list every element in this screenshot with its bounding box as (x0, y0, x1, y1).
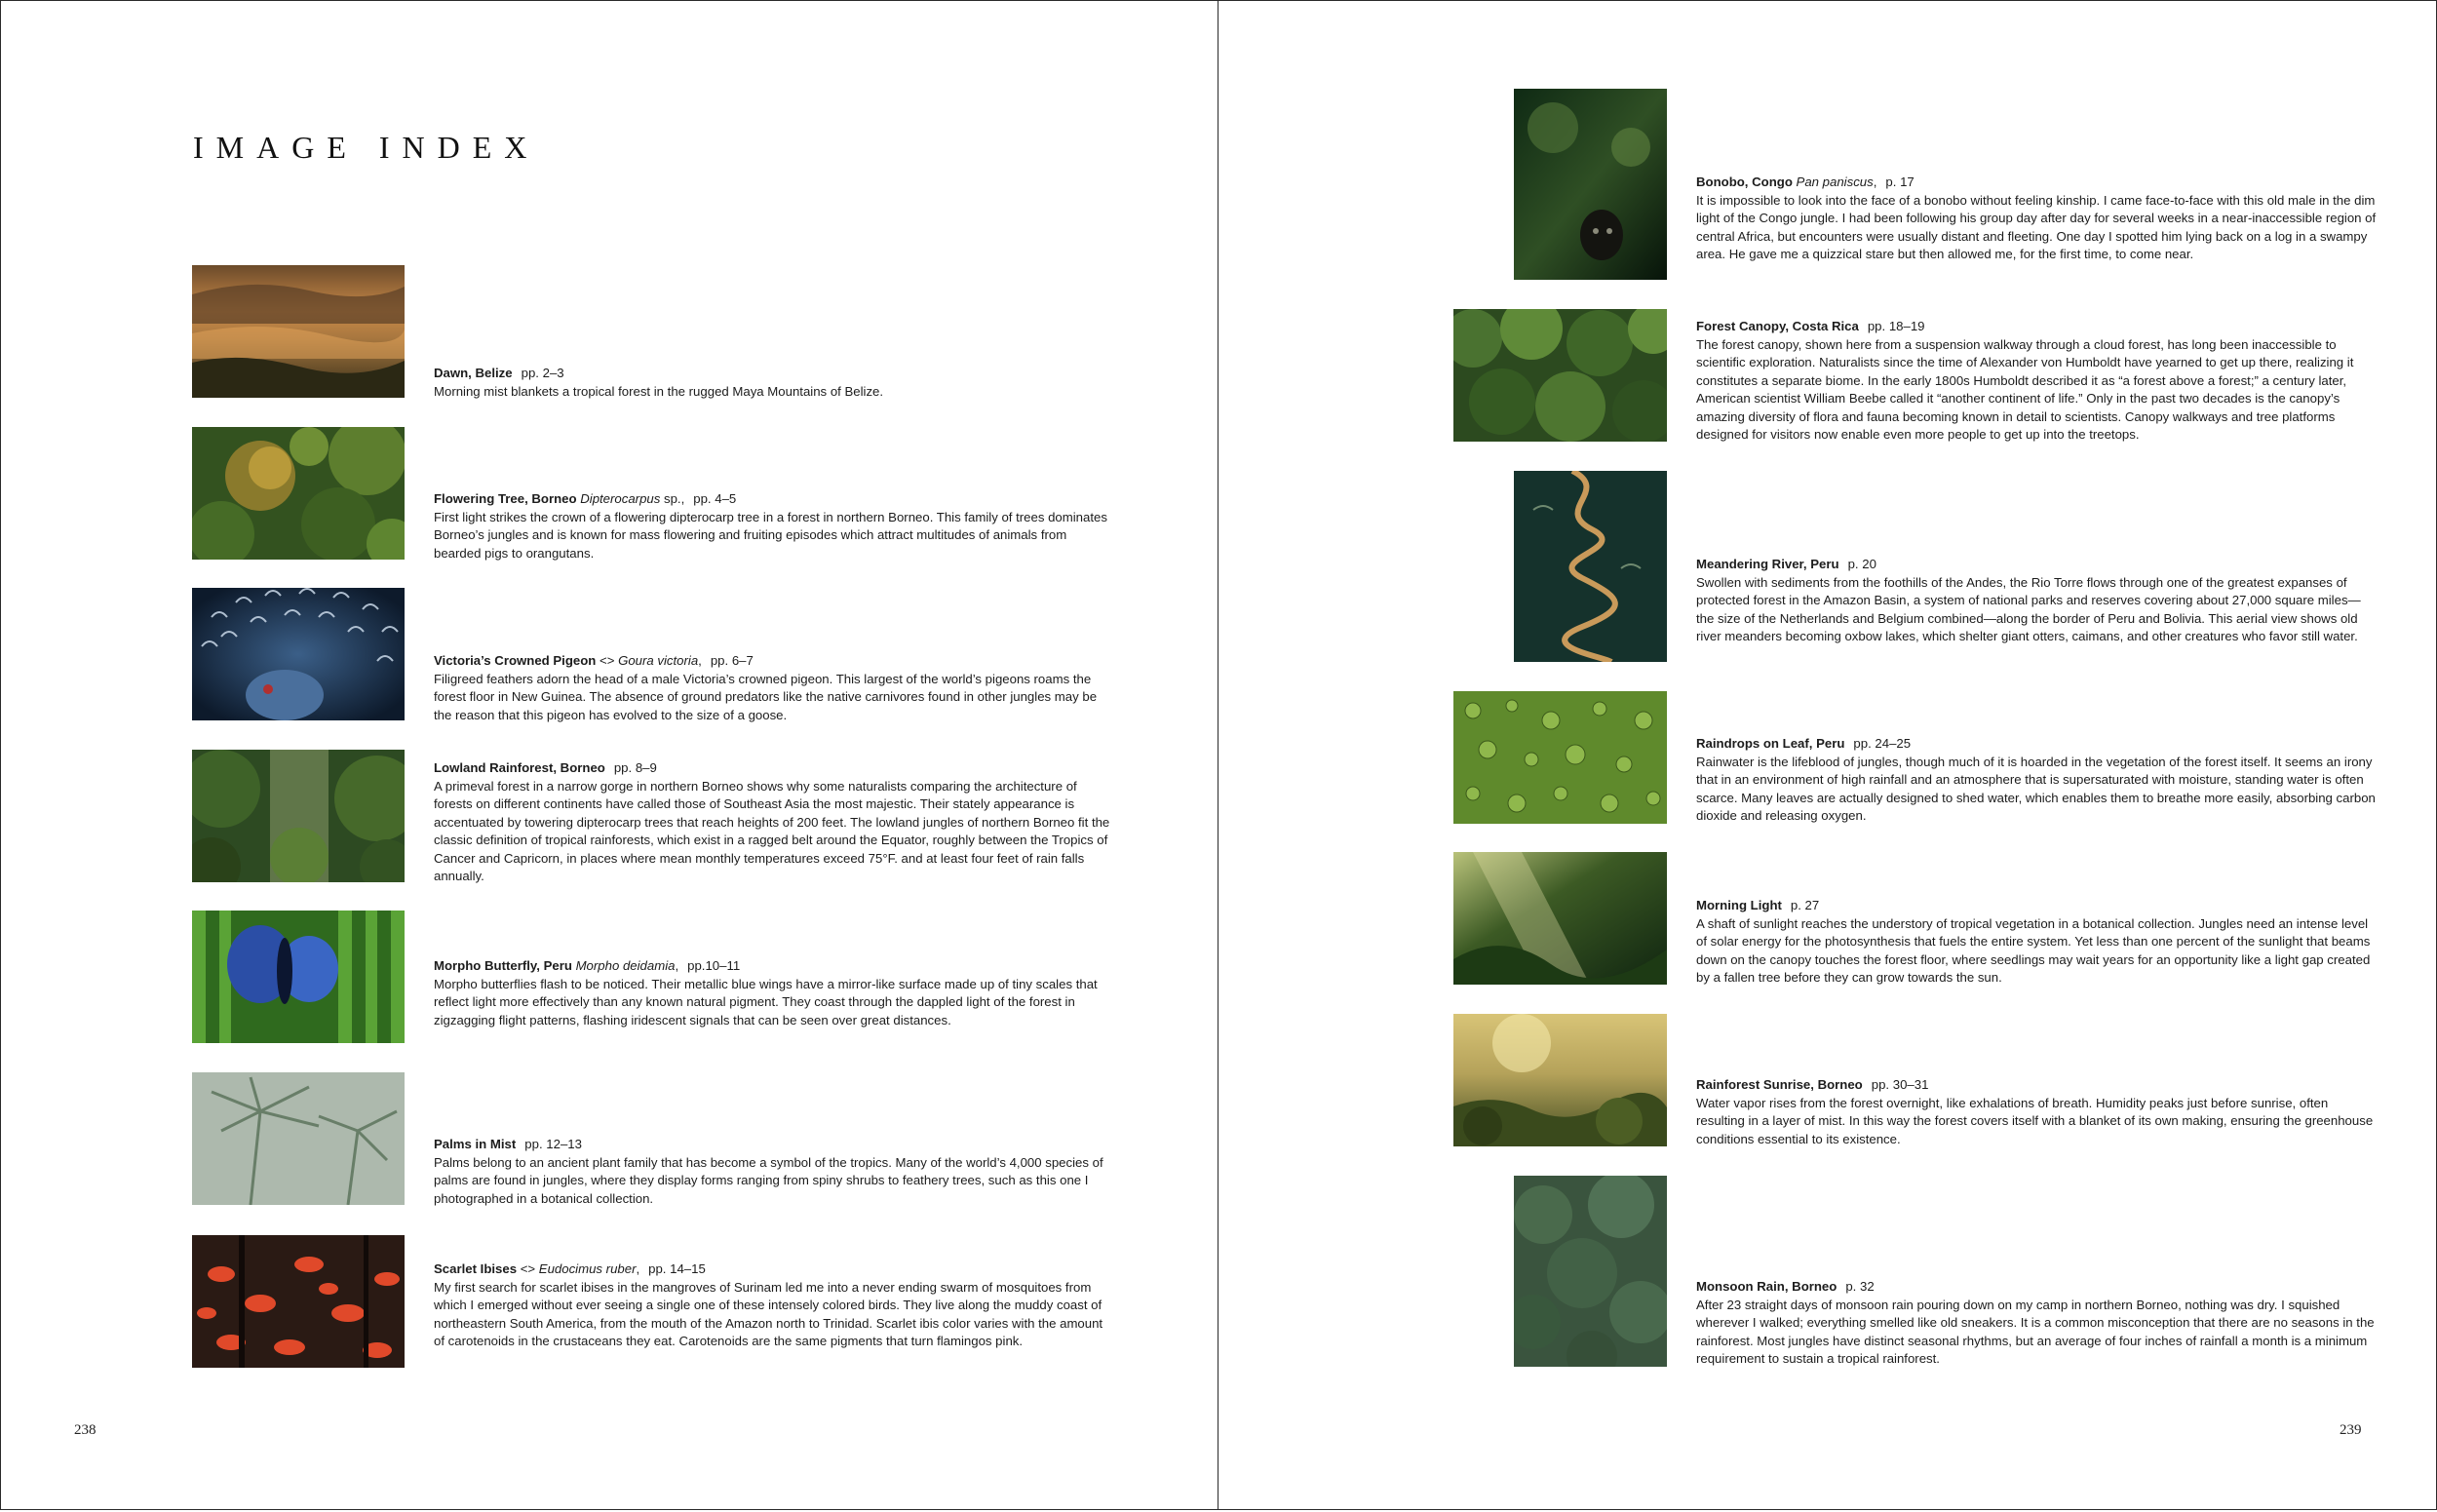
thumbnail-forest-canopy (1453, 309, 1667, 442)
entry-heading: Monsoon Rain, Borneo p. 32 (1696, 1279, 1875, 1294)
thumbnail-dawn-belize (192, 265, 405, 398)
thumbnail-meandering-river (1514, 471, 1667, 662)
page-number-right: 239 (2340, 1422, 2362, 1438)
entry-heading: Meandering River, Peru p. 20 (1696, 557, 1876, 571)
entry-heading: Raindrops on Leaf, Peru pp. 24–25 (1696, 736, 1912, 751)
entry-description: After 23 straight days of monsoon rain pouring down on my camp in northern Borneo, nothing was dry. I squished wherever I walked; everything smelled like old sneakers. It is a common misconception that there are no seasons in the rainforest. Most jungles have distinct seasonal rhythms, but an average of four inches of rainfall a month is a minimum requirement to sustain a tropical rainforest. (1696, 1297, 2375, 1366)
entry-heading: Morning Light p. 27 (1696, 898, 1820, 912)
thumbnail-raindrops (1453, 691, 1667, 824)
right-page (1218, 0, 2437, 1510)
entry-description: Water vapor rises from the forest overnight, like exhalations of breath. Humidity peaks just before sunrise, often resulting in a layer of mist. In this way the forest covers itself with a blanket of its own making, ensuring the greenhouse conditions essential to its existence. (1696, 1095, 2374, 1146)
entry-description: Palms belong to an ancient plant family that has become a symbol of the tropics. Many of the world’s 4,000 species of palms are found in jungles, where they display forms ranging from spiny shrubs to feathery trees, such as this one I photographed in a botanical collection. (434, 1154, 1103, 1206)
entry-description: A primeval forest in a narrow gorge in northern Borneo shows why some naturalists comparing the architecture of forests on different continents have called those of Southeast Asia the most majestic. Their stately appearance is accentuated by towering dipterocarp trees that reach heights of 200 feet. The lowland jungles of northern Borneo fit the classic definition of tropical rainforests, which exist in a ragged belt around the Equator, roughly between the Tropics of Cancer and Capricorn, in places where mean monthly temperatures exceed 75°F. and at least four feet of rain falls annually. (434, 778, 1110, 883)
thumbnail-rainforest-sunrise (1453, 1014, 1667, 1146)
entry-heading: Palms in Mist pp. 12–13 (434, 1137, 582, 1151)
entry-description: Morpho butterflies flash to be noticed. Their metallic blue wings have a mirror-like surface made up of tiny scales that reflect light more effectively than any known natural pigment. They coast through the dappled light of the forest in zigzagging flight patterns, flashing iridescent signals that can be seen over great distances. (434, 976, 1098, 1027)
thumbnail-monsoon-rain (1514, 1176, 1667, 1367)
entry-heading: Morpho Butterfly, Peru Morpho deidamia, pp.10–11 (434, 958, 741, 973)
entry-heading: Lowland Rainforest, Borneo pp. 8–9 (434, 760, 657, 775)
entry-description: Rainwater is the lifeblood of jungles, though much of it is hoarded in the vegetation of the forest itself. It seems an irony that in an environment of high rainfall and an atmosphere that is supersaturated with moisture, standing water is often scarce. Many leaves are actually designed to shed water, which enables them to breathe more easily, absorbing carbon dioxide and releasing oxygen. (1696, 754, 2376, 823)
page-title: IMAGE INDEX (193, 130, 540, 165)
thumbnail-crowned-pigeon (192, 588, 405, 720)
thumbnail-bonobo (1514, 89, 1667, 280)
entry-heading: Victoria’s Crowned Pigeon <> Goura victoria, pp. 6–7 (434, 653, 754, 668)
thumbnail-morning-light (1453, 852, 1667, 985)
entry-description: It is impossible to look into the face of a bonobo without feeling kinship. I came face-to-face with this old male in the dim light of the Congo jungle. I had been following his group day after day for several weeks in a near-inaccessible region of central Africa, but encounters were usually distant and fleeting. One day I spotted him lying back on a log in a swampy area. He gave me a quizzical stare but then allowed me, for the first time, to come near. (1696, 192, 2377, 261)
entry-heading: Scarlet Ibises <> Eudocimus ruber, pp. 14–15 (434, 1261, 706, 1276)
entry-description: Morning mist blankets a tropical forest in the rugged Maya Mountains of Belize. (434, 383, 884, 399)
entry-description: First light strikes the crown of a flowering dipterocarp tree in a forest in northern Borneo. This family of trees dominates Borneo’s jungles and is known for mass flowering and fruiting episodes which attract multitudes of animals from bearded pigs to orangutans. (434, 509, 1107, 561)
thumbnail-lowland-rainforest (192, 750, 405, 882)
entry-description: Swollen with sediments from the foothills of the Andes, the Rio Torre flows through one of the greatest expanses of protected forest in the Amazon Basin, a system of national parks and reserves covering about 27,000 square miles—the size of the Netherlands and Belgium combined—along the border of Peru and Bolivia. This aerial view shows old river meanders becoming oxbow lakes, which shelter giant otters, caimans, and other creatures who favor still water. (1696, 574, 2361, 643)
entry-heading: Dawn, Belize pp. 2–3 (434, 366, 564, 380)
entry-description: A shaft of sunlight reaches the understory of tropical vegetation in a botanical collection. Jungles need an intense level of solar energy for the photosynthesis that fuels the entire system. Yet less than one percent of the sunlight that beams down on the canopy touches the forest floor, where seedlings may wait years for an opportunity like a light gap created by a fallen tree before they can grow towards the sun. (1696, 915, 2371, 985)
entry-heading: Rainforest Sunrise, Borneo pp. 30–31 (1696, 1077, 1929, 1092)
thumbnail-morpho-butterfly (192, 911, 405, 1043)
entry-heading: Bonobo, Congo Pan paniscus, p. 17 (1696, 174, 1915, 189)
entry-description: My first search for scarlet ibises in the mangroves of Surinam led me into a never ending swarm of mosquitoes from which I emerged without ever seeing a single one of these intensely colored birds. They live along the muddy coast of northeastern South America, from the mouth of the Amazon north to Trinidad. Scarlet ibis color varies with the amount of carotenoids in the crustaceans they eat. Carotenoids are the same pigments that turn flamingos pink. (434, 1279, 1103, 1348)
thumbnail-flowering-tree (192, 427, 405, 560)
entry-heading: Flowering Tree, Borneo Dipterocarpus sp., pp. 4–5 (434, 491, 737, 506)
page-number-left: 238 (74, 1422, 97, 1438)
thumbnail-scarlet-ibises (192, 1235, 405, 1368)
entry-heading: Forest Canopy, Costa Rica pp. 18–19 (1696, 319, 1925, 333)
entry-description: Filigreed feathers adorn the head of a male Victoria’s crowned pigeon. This largest of the world’s pigeons roams the forest floor in New Guinea. The absence of ground predators like the native carnivores found in other jungles may be the reason that this pigeon has evolved to the size of a goose. (434, 671, 1098, 722)
entry-description: The forest canopy, shown here from a suspension walkway through a cloud forest, has long been inaccessible to scientific exploration. Naturalists since the time of Alexander von Humboldt have yearned to get up there, realizing it constitutes a separate biome. In the early 1800s Humboldt described it as “a forest above a forest;” a century later, American scientist William Beebe called it “another continent of life.” Only in the past two decades is the canopy’s amazing diversity of flora and fauna becoming known in detail to scientists. Canopy walkways and tree platforms designed for visitors now enable even more people to get up into the treetops. (1696, 336, 2354, 442)
left-page (0, 0, 1218, 1510)
thumbnail-palms-in-mist (192, 1072, 405, 1205)
